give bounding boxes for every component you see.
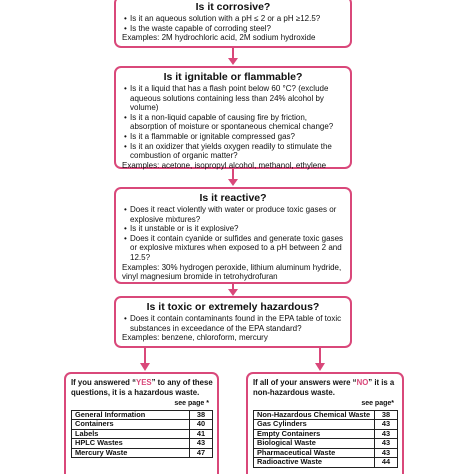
table-cell-page: 41: [190, 429, 213, 439]
non-hazardous-page-table: [253, 410, 398, 469]
yes-post: ” to any of these questions, it is a hazardous waste.: [71, 378, 213, 397]
table-cell-label: Empty Containers: [254, 429, 375, 439]
corrosive-title: Is it corrosive?: [195, 1, 271, 13]
table-cell-label: Pharmaceutical Waste: [254, 448, 375, 458]
hazardous-waste-box: [64, 372, 219, 474]
corrosive-bullet: • Is it an aqueous solution with a pH ≤ 2 or a pH ≥12.5?: [122, 14, 344, 24]
table-row: [72, 448, 213, 458]
ignitable-title: Is it ignitable or flammable?: [163, 71, 303, 83]
table-row: [254, 439, 398, 449]
toxic-examples: Examples: benzene, chloroform, mercury: [122, 333, 268, 343]
reactive-examples: Examples: 30% hydrogen peroxide, lithium aluminum hydride, vinyl magnesium bromide in tetrohydrofuran: [122, 262, 342, 282]
toxic-title: Is it toxic or extremely hazardous?: [146, 301, 320, 313]
table-cell-label: Biological Waste: [254, 439, 375, 449]
hazardous-page-table: [71, 410, 213, 459]
yes-word: YES: [136, 378, 152, 387]
table-cell-label: Gas Cylinders: [254, 420, 375, 430]
reactive-question-box: [114, 187, 352, 284]
ignitable-bullet: • Is it an oxidizer that yields oxygen readily to stimulate the combustion of organic matter?: [122, 142, 344, 161]
no-pre: If all of your answers were “: [253, 378, 357, 387]
ignitable-examples: Examples: acetone, isopropyl alcohol, methanol, ethylene: [122, 160, 327, 170]
table-row: [72, 439, 213, 449]
table-row: [254, 420, 398, 430]
table-cell-page: 43: [375, 448, 398, 458]
yes-pre: If you answered “: [71, 378, 136, 387]
table-cell-page: 43: [375, 439, 398, 449]
see-page-label: see page *: [174, 400, 209, 407]
non-hazardous-waste-heading: [253, 378, 398, 397]
reactive-bullet: • Does it contain cyanide or sulfides and generate toxic gases or explosive mixtures when exposed to a pH between 2 and 12.5?: [122, 234, 344, 263]
down-arrow-icon: [227, 169, 239, 187]
table-cell-label: Radioactive Waste: [254, 458, 375, 468]
no-word: NO: [356, 378, 369, 387]
down-arrow-icon: [227, 48, 239, 66]
table-cell-page: 43: [375, 420, 398, 430]
toxic-bullet: • Does it contain contaminants found in the EPA table of toxic substances in exceedance of the EPA standard?: [122, 314, 344, 333]
corrosive-question-box: [114, 0, 352, 48]
table-cell-page: 47: [190, 448, 213, 458]
table-cell-page: 43: [375, 429, 398, 439]
reactive-bullet: • Does it react violently with water or produce toxic gases or explosive mixtures?: [122, 205, 344, 224]
table-cell-page: 44: [375, 458, 398, 468]
table-row: [254, 458, 398, 468]
table-row: [72, 420, 213, 430]
toxic-question-box: [114, 296, 352, 348]
reactive-title: Is it reactive?: [199, 192, 267, 204]
table-cell-page: 43: [190, 439, 213, 449]
branch-right-arrow-icon: [314, 348, 326, 372]
branch-left-arrow-icon: [139, 348, 151, 372]
corrosive-bullet: • Is the waste capable of corroding steel?: [122, 24, 344, 34]
table-cell-label: Non-Hazardous Chemical Waste: [254, 410, 375, 420]
non-hazardous-waste-box: [246, 372, 404, 474]
see-page-label: see page*: [361, 400, 394, 407]
ignitable-bullet: • Is it a flammable or ignitable compressed gas?: [122, 132, 344, 142]
table-cell-label: HPLC Wastes: [72, 439, 190, 449]
reactive-bullet: • Is it unstable or is it explosive?: [122, 224, 344, 234]
table-cell-label: Mercury Waste: [72, 448, 190, 458]
ignitable-question-box: [114, 66, 352, 169]
table-cell-page: 38: [375, 410, 398, 420]
table-cell-label: Containers: [72, 420, 190, 430]
table-cell-page: 38: [190, 410, 213, 420]
ignitable-bullet: • Is it a liquid that has a flash point below 60 °C? (exclude aqueous solutions containing less than 24% alcohol by volume): [122, 84, 344, 113]
table-cell-label: Labels: [72, 429, 190, 439]
ignitable-bullet: • Is it a non-liquid capable of causing fire by friction, absorption of moisture or spontaneous chemical change?: [122, 113, 344, 132]
table-cell-label: General Information: [72, 410, 190, 420]
hazardous-waste-heading: [71, 378, 213, 397]
no-post: ” it is a non-hazardous waste.: [253, 378, 395, 397]
table-cell-page: 40: [190, 420, 213, 430]
corrosive-examples: Examples: 2M hydrochloric acid, 2M sodium hydroxide: [122, 33, 316, 43]
